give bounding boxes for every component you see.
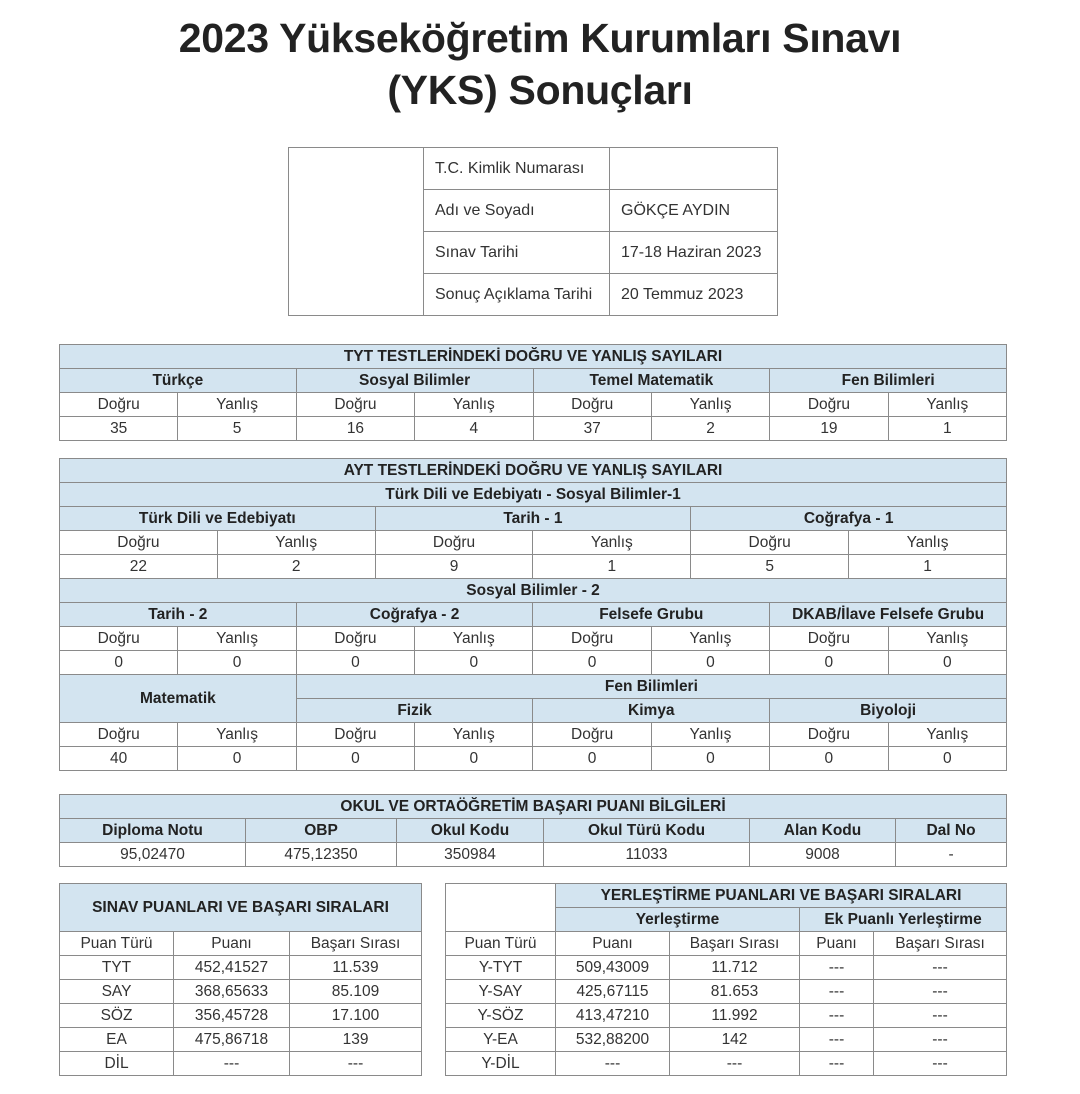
table-row xyxy=(60,1028,422,1052)
dogru-header: Doğru xyxy=(375,531,533,555)
ek-rank: --- xyxy=(874,1004,1007,1028)
matematik-header: Matematik xyxy=(60,675,297,723)
count-cell: 0 xyxy=(296,651,414,675)
count-cell: 2 xyxy=(217,555,375,579)
dogru-header: Doğru xyxy=(691,531,849,555)
count-cell: 1 xyxy=(888,417,1006,441)
score-type: TYT xyxy=(60,956,174,980)
title-line-1: 2023 Yükseköğretim Kurumları Sınavı xyxy=(178,15,902,61)
table-row xyxy=(60,1004,422,1028)
score: 475,86718 xyxy=(174,1028,290,1052)
ayt-group2-title: Sosyal Bilimler - 2 xyxy=(60,579,1007,603)
sinav-title: SINAV PUANLARI VE BAŞARI SIRALARI xyxy=(60,884,422,932)
yer-header: Başarı Sırası xyxy=(670,932,800,956)
sinav-header: Puanı xyxy=(174,932,290,956)
score: --- xyxy=(174,1052,290,1076)
yerlestirme-title: YERLEŞTİRME PUANLARI VE BAŞARI SIRALARI xyxy=(556,884,1007,908)
okul-header: OBP xyxy=(246,819,397,843)
score: 452,41527 xyxy=(174,956,290,980)
yanlis-header: Yanlış xyxy=(533,531,691,555)
rank: --- xyxy=(670,1052,800,1076)
info-value: 17-18 Haziran 2023 xyxy=(610,232,778,274)
yanlis-header: Yanlış xyxy=(888,723,1007,747)
ayt-subject: Biyoloji xyxy=(770,699,1007,723)
yanlis-header: Yanlış xyxy=(849,531,1007,555)
okul-value: 95,02470 xyxy=(60,843,246,867)
ayt-subject: DKAB/İlave Felsefe Grubu xyxy=(770,603,1007,627)
count-cell: 0 xyxy=(770,747,888,771)
count-cell: 22 xyxy=(60,555,218,579)
info-label: Adı ve Soyadı xyxy=(424,190,610,232)
dogru-header: Doğru xyxy=(770,723,888,747)
tyt-table xyxy=(59,344,1007,441)
yanlis-header: Yanlış xyxy=(178,627,296,651)
count-cell: 0 xyxy=(178,747,296,771)
ek-rank: --- xyxy=(874,980,1007,1004)
score: --- xyxy=(556,1052,670,1076)
okul-value: - xyxy=(896,843,1007,867)
count-cell: 5 xyxy=(178,417,296,441)
yerlestirme-sub: Yerleştirme xyxy=(556,908,800,932)
ayt-subject: Kimya xyxy=(533,699,770,723)
count-cell: 1 xyxy=(533,555,691,579)
table-row xyxy=(446,1052,1007,1076)
yanlis-header: Yanlış xyxy=(888,627,1007,651)
okul-table xyxy=(59,794,1007,867)
info-label: T.C. Kimlik Numarası xyxy=(424,148,610,190)
sinav-header: Başarı Sırası xyxy=(290,932,422,956)
ek-rank: --- xyxy=(874,956,1007,980)
score-type: EA xyxy=(60,1028,174,1052)
table-row xyxy=(446,1028,1007,1052)
dogru-header: Doğru xyxy=(60,627,178,651)
score: 368,65633 xyxy=(174,980,290,1004)
dogru-header: Doğru xyxy=(60,723,178,747)
ayt-subject: Fizik xyxy=(296,699,533,723)
okul-title: OKUL VE ORTAÖĞRETİM BAŞARI PUANI BİLGİLERİ xyxy=(60,795,1007,819)
ayt-subject: Coğrafya - 1 xyxy=(691,507,1007,531)
count-cell: 2 xyxy=(651,417,769,441)
dogru-header: Doğru xyxy=(296,627,414,651)
count-cell: 0 xyxy=(178,651,296,675)
okul-header: Okul Türü Kodu xyxy=(544,819,750,843)
count-cell: 0 xyxy=(415,747,533,771)
tyt-subject: Sosyal Bilimler xyxy=(296,369,533,393)
dogru-header: Doğru xyxy=(296,393,414,417)
dogru-header: Doğru xyxy=(296,723,414,747)
score-type: DİL xyxy=(60,1052,174,1076)
rank: 17.100 xyxy=(290,1004,422,1028)
score: 413,47210 xyxy=(556,1004,670,1028)
count-cell: 0 xyxy=(533,651,651,675)
tyt-title: TYT TESTLERİNDEKİ DOĞRU VE YANLIŞ SAYILARI xyxy=(60,345,1007,369)
ayt-subject: Türk Dili ve Edebiyatı xyxy=(60,507,376,531)
ayt-subject: Tarih - 1 xyxy=(375,507,691,531)
count-cell: 0 xyxy=(296,747,414,771)
yanlis-header: Yanlış xyxy=(415,627,533,651)
count-cell: 40 xyxy=(60,747,178,771)
yanlis-header: Yanlış xyxy=(888,393,1006,417)
okul-header: Alan Kodu xyxy=(750,819,896,843)
score: 356,45728 xyxy=(174,1004,290,1028)
tyt-subject: Fen Bilimleri xyxy=(770,369,1007,393)
ayt-table xyxy=(59,458,1007,771)
info-label: Sonuç Açıklama Tarihi xyxy=(424,274,610,316)
yerlestirme-blank xyxy=(446,884,556,932)
count-cell: 35 xyxy=(60,417,178,441)
title-line-2: (YKS) Sonuçları xyxy=(387,67,693,113)
dogru-header: Doğru xyxy=(533,723,651,747)
sinav-header: Puan Türü xyxy=(60,932,174,956)
info-value: 20 Temmuz 2023 xyxy=(610,274,778,316)
okul-value: 350984 xyxy=(397,843,544,867)
tyt-subject: Temel Matematik xyxy=(533,369,770,393)
score-type: Y-SAY xyxy=(446,980,556,1004)
tyt-subject: Türkçe xyxy=(60,369,297,393)
yer-header: Puan Türü xyxy=(446,932,556,956)
dogru-header: Doğru xyxy=(533,627,651,651)
ek-score: --- xyxy=(800,956,874,980)
count-cell: 5 xyxy=(691,555,849,579)
photo-box xyxy=(289,148,424,316)
score-type: Y-TYT xyxy=(446,956,556,980)
count-cell: 0 xyxy=(415,651,533,675)
yanlis-header: Yanlış xyxy=(178,723,296,747)
dogru-header: Doğru xyxy=(533,393,651,417)
yanlis-header: Yanlış xyxy=(415,723,533,747)
yer-header: Puanı xyxy=(556,932,670,956)
yanlis-header: Yanlış xyxy=(217,531,375,555)
score-type: SAY xyxy=(60,980,174,1004)
rank: 85.109 xyxy=(290,980,422,1004)
yanlis-header: Yanlış xyxy=(651,723,769,747)
table-row xyxy=(446,1004,1007,1028)
score: 509,43009 xyxy=(556,956,670,980)
okul-value: 475,12350 xyxy=(246,843,397,867)
candidate-info-table xyxy=(288,147,778,316)
yer-header: Başarı Sırası xyxy=(874,932,1007,956)
ek-yerlestirme-sub: Ek Puanlı Yerleştirme xyxy=(800,908,1007,932)
info-value xyxy=(610,148,778,190)
rank: 142 xyxy=(670,1028,800,1052)
okul-header: Dal No xyxy=(896,819,1007,843)
table-row xyxy=(60,956,422,980)
okul-value: 11033 xyxy=(544,843,750,867)
count-cell: 4 xyxy=(415,417,533,441)
yanlis-header: Yanlış xyxy=(651,393,769,417)
dogru-header: Doğru xyxy=(60,393,178,417)
dogru-header: Doğru xyxy=(770,627,888,651)
dogru-header: Doğru xyxy=(60,531,218,555)
page-title xyxy=(0,12,1080,116)
count-cell: 0 xyxy=(888,651,1007,675)
ek-rank: --- xyxy=(874,1028,1007,1052)
dogru-header: Doğru xyxy=(770,393,888,417)
score: 532,88200 xyxy=(556,1028,670,1052)
ayt-group1-title: Türk Dili ve Edebiyatı - Sosyal Bilimler-1 xyxy=(60,483,1007,507)
table-row xyxy=(446,956,1007,980)
score-type: Y-DİL xyxy=(446,1052,556,1076)
count-cell: 0 xyxy=(888,747,1007,771)
rank: 11.712 xyxy=(670,956,800,980)
yerlestirme-table xyxy=(445,883,1007,1076)
count-cell: 37 xyxy=(533,417,651,441)
rank: 81.653 xyxy=(670,980,800,1004)
count-cell: 16 xyxy=(296,417,414,441)
sinav-puanlari-table xyxy=(59,883,422,1076)
ek-score: --- xyxy=(800,1052,874,1076)
rank: 11.539 xyxy=(290,956,422,980)
yer-header: Puanı xyxy=(800,932,874,956)
count-cell: 0 xyxy=(651,747,769,771)
yanlis-header: Yanlış xyxy=(178,393,296,417)
count-cell: 0 xyxy=(651,651,769,675)
count-cell: 1 xyxy=(849,555,1007,579)
ayt-subject: Tarih - 2 xyxy=(60,603,297,627)
count-cell: 0 xyxy=(60,651,178,675)
okul-header: Diploma Notu xyxy=(60,819,246,843)
info-value: GÖKÇE AYDIN xyxy=(610,190,778,232)
count-cell: 0 xyxy=(770,651,888,675)
count-cell: 19 xyxy=(770,417,888,441)
count-cell: 9 xyxy=(375,555,533,579)
ek-score: --- xyxy=(800,1004,874,1028)
ayt-subject: Felsefe Grubu xyxy=(533,603,770,627)
ek-score: --- xyxy=(800,980,874,1004)
okul-value: 9008 xyxy=(750,843,896,867)
ayt-subject: Coğrafya - 2 xyxy=(296,603,533,627)
score-type: Y-SÖZ xyxy=(446,1004,556,1028)
rank: 139 xyxy=(290,1028,422,1052)
table-row xyxy=(446,980,1007,1004)
ek-rank: --- xyxy=(874,1052,1007,1076)
score-type: SÖZ xyxy=(60,1004,174,1028)
table-row xyxy=(60,980,422,1004)
table-row xyxy=(60,1052,422,1076)
score: 425,67115 xyxy=(556,980,670,1004)
score-type: Y-EA xyxy=(446,1028,556,1052)
count-cell: 0 xyxy=(533,747,651,771)
yanlis-header: Yanlış xyxy=(415,393,533,417)
okul-header: Okul Kodu xyxy=(397,819,544,843)
yanlis-header: Yanlış xyxy=(651,627,769,651)
info-label: Sınav Tarihi xyxy=(424,232,610,274)
rank: --- xyxy=(290,1052,422,1076)
rank: 11.992 xyxy=(670,1004,800,1028)
ayt-title: AYT TESTLERİNDEKİ DOĞRU VE YANLIŞ SAYILARI xyxy=(60,459,1007,483)
fen-header: Fen Bilimleri xyxy=(296,675,1006,699)
ek-score: --- xyxy=(800,1028,874,1052)
